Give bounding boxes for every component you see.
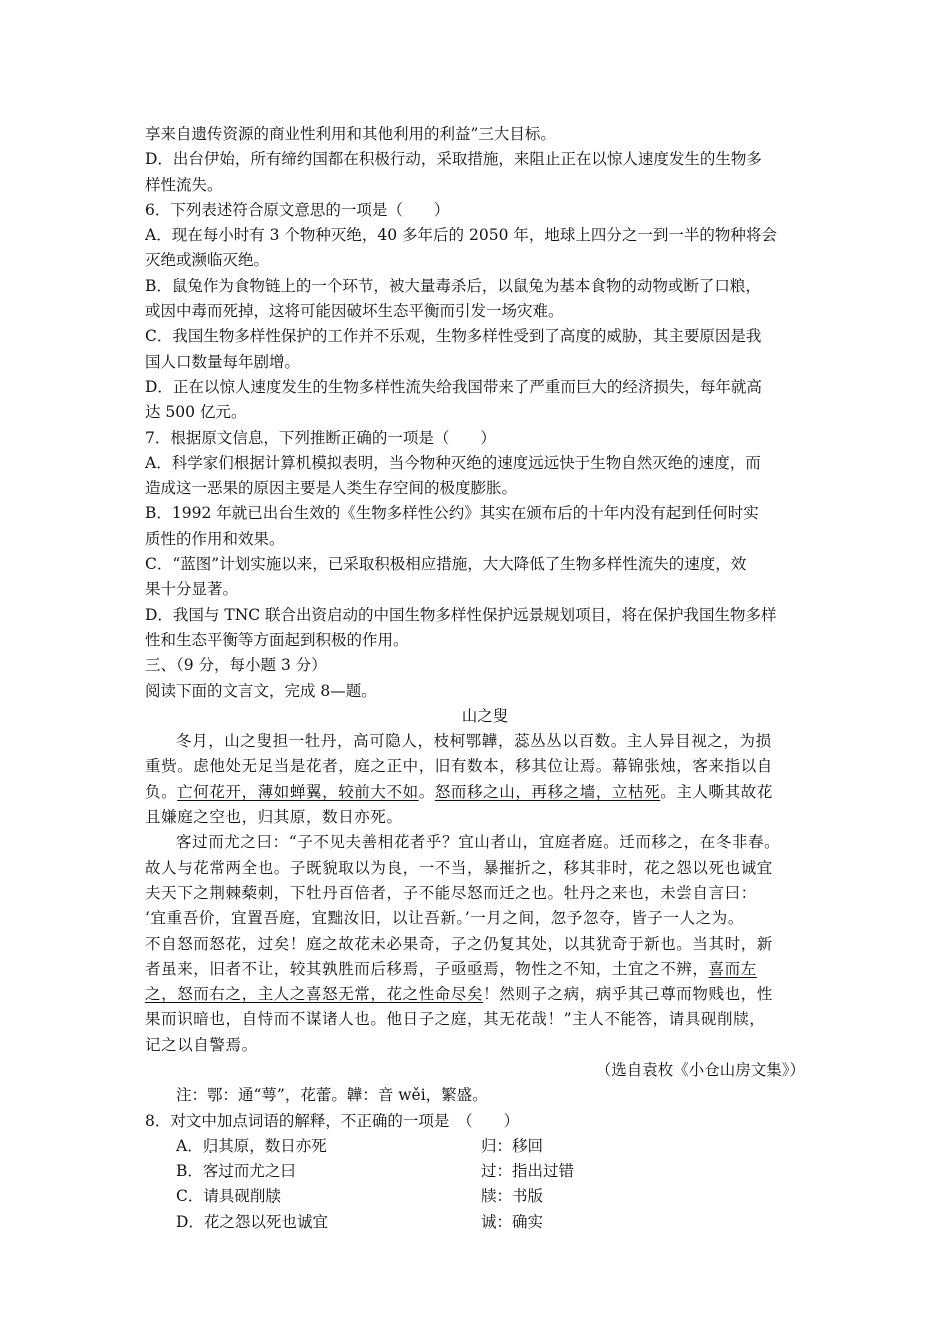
passage-line: 之，怒而右之，主人之喜怒无常，花之性命尽矣！然则子之病，病乎其己尊而物贱也，性 — [145, 985, 773, 1004]
passage-source: （选自袁枚《小仓山房文集》） — [595, 1060, 805, 1079]
dotted-word: 诚 — [296, 1212, 313, 1231]
q8-option-c: C．请具砚削牍 牍：书版 — [176, 1187, 544, 1206]
passage-line: 客过而尤之曰：“子不见夫善相花者乎？宜山者山，宜庭者庭。迁而移之，在冬非春。 — [176, 833, 781, 852]
q6-option-a: A．现在每小时有 3 个物种灭绝，40 多年后的 2050 年，地球上四分之一到一半的物种将会 — [145, 226, 777, 245]
passage-title: 山之叟 — [461, 706, 509, 725]
passage-line: 负。亡何花开，薄如蝉翼，较前大不如。怒而移之山，再移之墙，立枯死。主人嘶其故花 — [145, 782, 773, 801]
section-3-heading: 三、（9 分，每小题 3 分） — [145, 656, 327, 675]
dotted-word: 牍 — [265, 1187, 281, 1206]
passage-line: 者虽来，旧者不让，较其孰胜而后移焉，子亟亟焉，物性之不知，土宜之不辨，喜而左 — [145, 959, 757, 978]
q7-option-b-cont: 质性的作用和效果。 — [145, 529, 285, 548]
q7-option-b: B．1992 年就已出台生效的《生物多样性公约》其实在颁布后的十年内没有起到任何时实 — [145, 504, 759, 523]
passage-line: 故人与花常两全也。子既貌取以为良，一不当，暴摧折之，移其非时，花之怨以死也诚宜 — [145, 858, 773, 877]
q6-option-b-cont: 或因中毒而死掉，这将可能因破坏生态平衡而引发一场灾难。 — [145, 302, 564, 321]
passage-line: ‘宜重吾价，宜置吾庭，宜黜汝旧，以让吾新。’一月之间，忽予忽夺，皆子一人之为。 — [145, 909, 745, 928]
q7-option-c-cont: 果十分显著。 — [145, 580, 239, 599]
q6-option-c: C．我国生物多样性保护的工作并不乐观，生物多样性受到了高度的威胁，其主要原因是我 — [145, 327, 762, 346]
text-line: 享来自遗传资源的商业性利用和其他利用的利益”三大目标。 — [145, 125, 556, 143]
underlined-sentence: 怒而移之山，再移之墙，立枯死 — [434, 782, 661, 801]
passage-line: 冬月，山之叟担一牡丹，高可隐人，枝柯鄂韡，蕊丛丛以百数。主人异目视之，为损 — [176, 732, 772, 751]
passage-line: 夫天下之荆棘蔾刺，下牡丹百倍者，子不能尽怒而迁之也。牡丹之来也，未尝自言曰： — [145, 883, 757, 902]
question-6: 6．下列表述符合原文意思的一项是（ ） — [145, 200, 450, 219]
dotted-word: 过 — [218, 1162, 234, 1181]
passage-line: 重赀。虑他处无足当是花者，庭之正中，旧有数本，移其位让焉。幕锦张烛，客来指以自 — [145, 757, 773, 776]
underlined-sentence: 亡何花开，薄如蝉翼，较前大不如 — [177, 782, 419, 801]
question-7: 7．根据原文信息，下列推断正确的一项是（ ） — [145, 428, 496, 447]
q7-option-d-cont: 性和生态平衡等方面起到积极的作用。 — [145, 630, 409, 649]
passage-note: 注：鄂：通“萼”，花蕾。韡：音 wěi，繁盛。 — [176, 1086, 488, 1105]
q8-option-a: A．归其原，数日亦死 归：移回 — [176, 1136, 544, 1155]
q7-option-a: A．科学家们根据计算机模拟表明，当今物种灭绝的速度远远快于生物自然灭绝的速度，而 — [145, 453, 761, 472]
passage-line: 记之以自警焉。 — [145, 1035, 258, 1054]
q6-option-d: D．正在以惊人速度发生的生物多样性流失给我国带来了严重而巨大的经济损失，每年就高 — [145, 377, 762, 396]
q7-option-a-cont: 造成这一恶果的原因主要是人类生存空间的极度膨胀。 — [145, 479, 518, 498]
q6-option-d-cont: 达 500 亿元。 — [145, 403, 247, 422]
q6-option-c-cont: 国人口数量每年剧增。 — [145, 352, 301, 371]
document-page — [145, 122, 825, 1235]
q6-option-b: B．鼠兔作为食物链上的一个环节，被大量毒杀后，以鼠兔为基本食物的动物或断了口粮， — [145, 276, 761, 295]
underlined-sentence: 喜而左 — [708, 959, 757, 978]
question-8: 8．对文中加点词语的解释，不正确的一项是 （ ） — [145, 1111, 520, 1130]
q7-option-d: D．我国与 TNC 联合出资启动的中国生物多样性保护远景规划项目，将在保护我国生物多样 — [145, 605, 777, 624]
q6-option-a-cont: 灭绝或濒临灭绝。 — [145, 251, 270, 270]
passage-line: 果而识暗也，自恃而不谋诸人也。他日子之庭，其无花哉！”主人不能答，请具砚削牍， — [145, 1010, 766, 1029]
text-line: 样性流失。 — [145, 175, 223, 194]
q8-option-d: D．花之怨以死也诚宜 诚：确实 — [176, 1212, 544, 1231]
text-line: D．出台伊始，所有缔约国都在积极行动，采取措施，来阻止正在以惊人速度发生的生物多 — [145, 150, 762, 169]
reading-instruction: 阅读下面的文言文，完成 8—题。 — [145, 681, 377, 700]
dotted-word: 归 — [202, 1136, 219, 1155]
passage-line: 不自怒而怒花，过矣！庭之故花未必果奇，子之仍复其处，以其犹奇于新也。当其时，新 — [145, 934, 773, 953]
passage-line: 且嫌庭之空也，归其原，数日亦死。 — [145, 808, 403, 827]
q7-option-c: C．“蓝图”计划实施以来，已采取积极相应措施，大大降低了生物多样性流失的速度，效 — [145, 555, 747, 574]
q8-option-b: B．客过而尤之曰 过：指出过错 — [176, 1162, 575, 1181]
underlined-sentence: 之，怒而右之，主人之喜怒无常，花之性命尽矣 — [145, 985, 484, 1004]
